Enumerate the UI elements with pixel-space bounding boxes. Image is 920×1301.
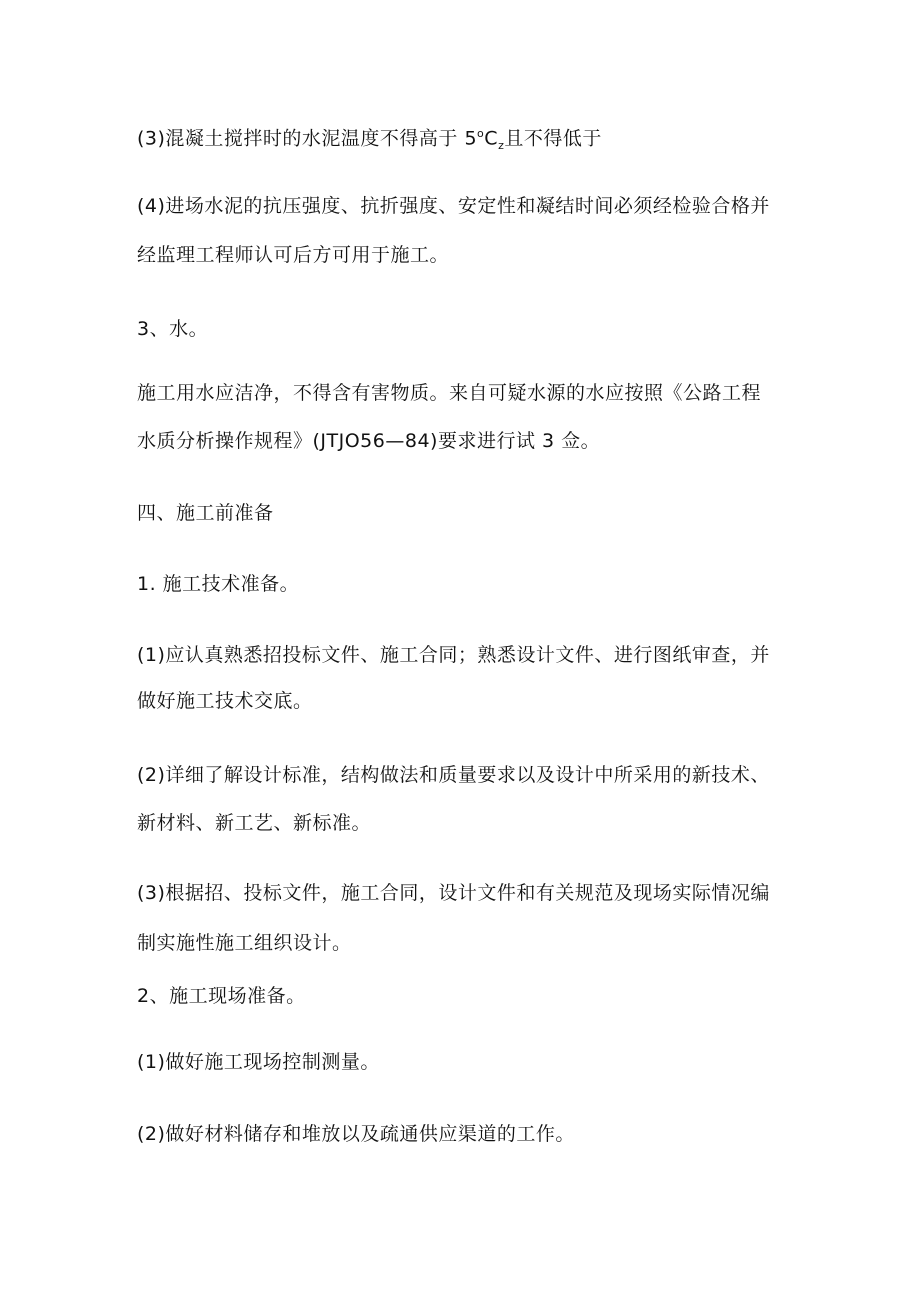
text-run: 且不得低于	[504, 127, 602, 150]
paragraph-line: 经监理工程师认可后方可用于施工。	[137, 244, 450, 266]
superscript-text: o	[477, 127, 485, 140]
paragraph-line: (1)做好施工现场控制测量。	[137, 1051, 380, 1073]
section-heading: 2、施工现场准备。	[137, 985, 306, 1007]
text-run: (3)混凝土搅拌时的水泥温度不得高于 5	[137, 127, 478, 150]
paragraph-line: (2)详细了解设计标准，结构做法和质量要求以及设计中所采用的新技术、	[137, 764, 770, 786]
paragraph-line: (2)做好材料储存和堆放以及疏通供应渠道的工作。	[137, 1123, 575, 1145]
section-heading: 四、施工前准备	[137, 502, 274, 524]
section-heading: 1. 施工技术准备。	[137, 573, 300, 595]
paragraph-line: 新材料、新工艺、新标准。	[137, 812, 372, 834]
paragraph-line: (4)进场水泥的抗压强度、抗折强度、安定性和凝结时间必须经检验合格并	[137, 195, 770, 217]
paragraph-line: 施工用水应洁净，不得含有害物质。来自可疑水源的水应按照《公路工程	[137, 382, 762, 404]
paragraph-line: (3)根据招、投标文件，施工合同，设计文件和有关规范及现场实际情况编	[137, 882, 770, 904]
paragraph-line: 水质分析操作规程》(JTJO56—84)要求进行试 3 佥。	[137, 430, 601, 452]
section-heading: 3、水。	[137, 318, 209, 340]
paragraph-line: 做好施工技术交底。	[137, 690, 313, 712]
paragraph-line: 制实施性施工组织设计。	[137, 932, 352, 954]
paragraph-line	[137, 122, 797, 158]
subscript-text: z	[498, 139, 505, 153]
paragraph-line: (1)应认真熟悉招投标文件、施工合同；熟悉设计文件、进行图纸审查，并	[137, 644, 770, 666]
text-run: C	[484, 127, 499, 150]
